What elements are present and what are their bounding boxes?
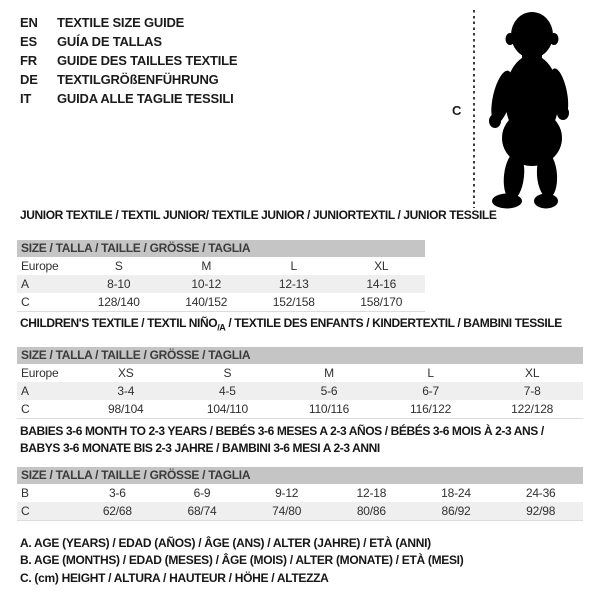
row-label: A bbox=[21, 384, 29, 398]
language-label: GUÍA DE TALLAS bbox=[57, 34, 162, 49]
size-header-bar: SIZE / TALLA / TAILLE / GRÖSSE / TAGLIA bbox=[17, 240, 425, 257]
size-cell: 4-5 bbox=[219, 384, 236, 398]
language-code: ES bbox=[20, 34, 37, 49]
size-cell: 62/68 bbox=[102, 504, 132, 518]
language-label: TEXTILGRÖßENFÜHRUNG bbox=[57, 72, 219, 87]
size-cell: 3-6 bbox=[108, 486, 126, 500]
language-row-it bbox=[20, 89, 237, 108]
table-row-height bbox=[17, 293, 425, 311]
size-cell: 152/158 bbox=[272, 295, 315, 309]
size-cell: 10-12 bbox=[191, 277, 222, 291]
size-header-bar: SIZE / TALLA / TAILLE / GRÖSSE / TAGLIA bbox=[17, 467, 583, 484]
table-row-europe bbox=[17, 257, 425, 275]
size-cell: 12-18 bbox=[356, 486, 387, 500]
size-cell: XS bbox=[117, 366, 134, 380]
language-code: IT bbox=[20, 91, 32, 106]
table-row-age bbox=[17, 382, 583, 400]
size-cell: M bbox=[324, 366, 334, 380]
size-cell: 140/152 bbox=[185, 295, 228, 309]
size-header-bar: SIZE / TALLA / TAILLE / GRÖSSE / TAGLIA bbox=[17, 347, 583, 364]
title-line: BABIES 3-6 MONTH TO 2-3 YEARS / BEBÉS 3-6 MESES A 2-3 AÑOS / BÉBÉS 3-6 MOIS À 2-3 ANS / bbox=[20, 424, 544, 438]
size-cell: 14-16 bbox=[366, 277, 397, 291]
size-cell: 9-12 bbox=[275, 486, 299, 500]
size-cell: 158/170 bbox=[360, 295, 403, 309]
title-part: / TEXTILE DES ENFANTS / KINDERTEXTIL / BAMBINI TESSILE bbox=[225, 316, 562, 330]
language-code: DE bbox=[20, 72, 38, 87]
title-part: CHILDREN'S TEXTILE / TEXTIL NIÑO bbox=[20, 316, 218, 330]
measure-label-c: C bbox=[452, 103, 462, 118]
language-label: GUIDA ALLE TAGLIE TESSILI bbox=[57, 91, 234, 106]
childrens-size-table bbox=[17, 347, 583, 419]
size-cell: 24-36 bbox=[525, 486, 556, 500]
table-row-height bbox=[17, 502, 583, 520]
size-cell: 98/104 bbox=[108, 402, 144, 416]
note-b: B. AGE (MONTHS) / EDAD (MESES) / ÂGE (MOIS) / ALTER (MONATE) / ETÀ (MESI) bbox=[20, 553, 464, 568]
size-cell: 92/98 bbox=[526, 504, 556, 518]
row-label: A bbox=[21, 277, 29, 291]
language-label: GUIDE DES TAILLES TEXTILE bbox=[57, 53, 238, 68]
title-line: BABYS 3-6 MONATE BIS 2-3 JAHRE / BAMBINI 3-6 MESI A 2-3 ANNI bbox=[20, 441, 380, 455]
note-c: C. (cm) HEIGHT / ALTURA / HAUTEUR / HÖHE / ALTEZZA bbox=[20, 570, 329, 585]
size-cell: L bbox=[427, 366, 434, 380]
size-cell: 128/140 bbox=[97, 295, 140, 309]
size-cell: 110/116 bbox=[308, 402, 350, 416]
size-cell: 5-6 bbox=[320, 384, 338, 398]
row-label: Europe bbox=[21, 259, 59, 273]
row-label: C bbox=[21, 402, 30, 416]
size-cell: M bbox=[201, 259, 212, 273]
size-cell: L bbox=[290, 259, 297, 273]
size-cell: XL bbox=[374, 259, 389, 273]
table-row-europe bbox=[17, 364, 583, 382]
size-cell: S bbox=[223, 366, 232, 380]
size-cell: 12-13 bbox=[278, 277, 309, 291]
size-cell: 80/86 bbox=[356, 504, 386, 518]
size-cell: 3-4 bbox=[117, 384, 135, 398]
title-subscript: /A bbox=[217, 322, 226, 333]
language-label: TEXTILE SIZE GUIDE bbox=[57, 15, 185, 30]
babies-size-table bbox=[17, 467, 583, 521]
legend-notes bbox=[20, 535, 463, 587]
note-a: A. AGE (YEARS) / EDAD (AÑOS) / ÂGE (ANS) / ALTER (JAHRE) / ETÀ (ANNI) bbox=[20, 536, 431, 550]
size-cell: 104/110 bbox=[206, 402, 248, 416]
language-list bbox=[20, 13, 237, 108]
table-row-months bbox=[17, 484, 583, 502]
table-row-height bbox=[17, 400, 583, 418]
size-cell: 7-8 bbox=[523, 384, 541, 398]
language-row-fr bbox=[20, 51, 237, 70]
size-cell: 86/92 bbox=[441, 504, 471, 518]
row-label: B bbox=[21, 486, 29, 500]
size-cell: 68/74 bbox=[187, 504, 217, 518]
junior-size-table bbox=[17, 240, 425, 312]
language-code: EN bbox=[20, 15, 38, 30]
size-cell: S bbox=[114, 259, 123, 273]
size-cell: 6-7 bbox=[422, 384, 439, 398]
babies-table-title bbox=[20, 423, 544, 457]
table-row-age bbox=[17, 275, 425, 293]
size-cell: 8-10 bbox=[107, 277, 131, 291]
childrens-table-title bbox=[20, 316, 562, 332]
row-label: C bbox=[21, 504, 30, 518]
language-code: FR bbox=[20, 53, 37, 68]
size-cell: 6-9 bbox=[193, 486, 211, 500]
size-cell: XL bbox=[525, 366, 540, 380]
language-row-es bbox=[20, 32, 237, 51]
size-cell: 74/80 bbox=[272, 504, 302, 518]
junior-table-title: JUNIOR TEXTILE / TEXTIL JUNIOR/ TEXTILE JUNIOR / JUNIORTEXTIL / JUNIOR TESSILE bbox=[20, 208, 497, 222]
baby-silhouette-icon bbox=[485, 8, 580, 213]
height-measure-dashed-line bbox=[473, 10, 475, 208]
language-row-en bbox=[20, 13, 237, 32]
language-row-de bbox=[20, 70, 237, 89]
row-label: Europe bbox=[21, 366, 59, 380]
size-cell: 122/128 bbox=[511, 402, 554, 416]
size-cell: 116/122 bbox=[410, 402, 452, 416]
row-label: C bbox=[21, 295, 30, 309]
size-cell: 18-24 bbox=[441, 486, 471, 500]
